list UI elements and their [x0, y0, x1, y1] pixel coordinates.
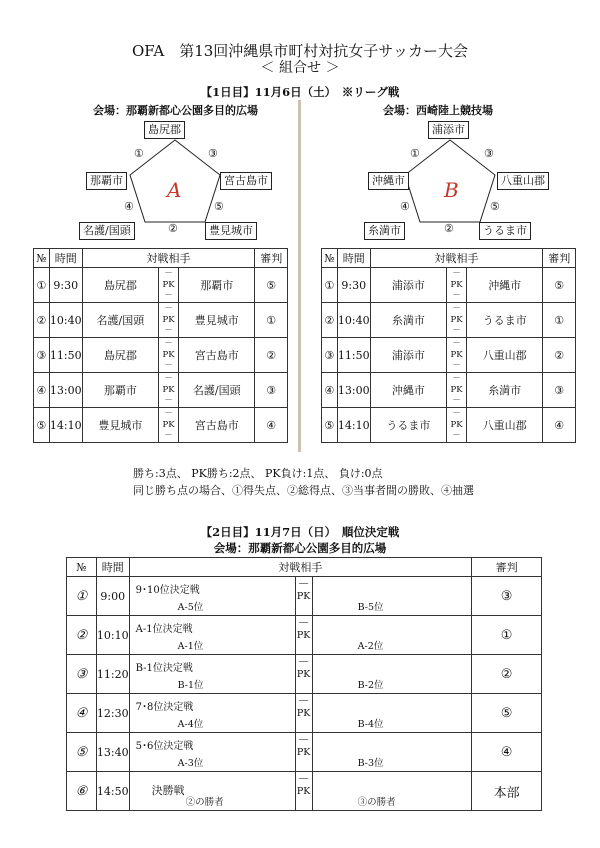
group-a-letter: A: [167, 178, 182, 202]
match-ref: ④: [255, 408, 288, 443]
group-b-team-right: 八重山郡: [497, 172, 549, 190]
match-label: 9･10位決定戦: [135, 585, 200, 596]
match-no: ③: [67, 655, 97, 694]
group-b-edge-num: ③: [484, 147, 494, 160]
match-time: 14:10: [49, 408, 82, 443]
pk-cell: － PK: [295, 655, 313, 693]
match-ref: ③: [543, 373, 576, 408]
group-b-edge-num: ⑤: [490, 200, 500, 213]
team-b: B-2位: [357, 680, 384, 691]
group-a-edge-num: ①: [134, 147, 144, 160]
col-header-ref: 審判: [255, 249, 288, 268]
match-no: ②: [67, 616, 97, 655]
group-b-edge-num: ②: [444, 222, 454, 235]
match-time: 13:00: [49, 373, 82, 408]
table-row: [67, 577, 542, 616]
match-time: 13:00: [337, 373, 370, 408]
tiebreak-rule: 同じ勝ち点の場合、①得失点、②総得点、③当事者間の勝敗、④抽選: [133, 484, 474, 497]
team-b: B-3位: [357, 758, 384, 769]
match-time: 12:30: [96, 694, 129, 733]
match-away: 八重山郡: [466, 408, 543, 443]
match-ref: ①: [472, 616, 542, 655]
match-no: ⑥: [67, 772, 97, 811]
page-subtitle: ＜ 組合せ ＞: [260, 60, 340, 76]
pk-cell: － PK －: [447, 268, 467, 303]
group-a-team-bottom-right: 豊見城市: [205, 222, 257, 240]
team-b: B-5位: [357, 602, 384, 613]
match-away: 宮古島市: [178, 408, 255, 443]
match-no: ①: [322, 268, 338, 303]
match-home: うるま市: [370, 408, 447, 443]
match-home: 浦添市: [370, 268, 447, 303]
match-no: ②: [322, 303, 338, 338]
match-no: ③: [322, 338, 338, 373]
table-row: [67, 733, 542, 772]
match-label: 5･6位決定戦: [135, 741, 194, 752]
match-time: 9:00: [96, 577, 129, 616]
group-a-edge-num: ⑤: [214, 200, 224, 213]
group-b-team-bottom-right: うるま市: [479, 222, 531, 240]
match-no: ④: [34, 373, 50, 408]
match-ref: ②: [255, 338, 288, 373]
table-row: [322, 268, 576, 303]
match-time: 14:50: [96, 772, 129, 811]
match-away: 八重山郡: [466, 338, 543, 373]
day2-schedule: [66, 557, 542, 811]
match-away: 那覇市: [178, 268, 255, 303]
pk-cell: － PK －: [447, 408, 467, 443]
match-time: 11:50: [337, 338, 370, 373]
pk-cell: － PK －: [447, 303, 467, 338]
pk-cell: － PK －: [159, 373, 179, 408]
pk-cell: － PK －: [159, 303, 179, 338]
col-header-no: №: [67, 558, 97, 577]
day1-header: 【1日目】11月6日（土） ※リーグ戦: [200, 85, 400, 99]
match-ref: ③: [255, 373, 288, 408]
match-label: 7･8位決定戦: [135, 702, 194, 713]
match-no: ⑤: [322, 408, 338, 443]
day2-venue: 会場：那覇新都心公園多目的広場: [213, 541, 387, 555]
group-a-schedule: [33, 248, 288, 443]
table-row: [34, 373, 288, 408]
match-time: 11:20: [96, 655, 129, 694]
pk-cell: － PK: [295, 694, 313, 732]
team-b: ③の勝者: [357, 797, 396, 808]
col-header-time: 時間: [337, 249, 370, 268]
match-teams: [129, 772, 472, 811]
pk-cell: － PK: [295, 616, 313, 654]
team-a: B-1位: [177, 680, 204, 691]
pk-cell: － PK －: [159, 268, 179, 303]
col-header-opponent: 対戦相手: [129, 558, 472, 577]
table-row: [34, 303, 288, 338]
group-b-team-left: 沖縄市: [368, 172, 409, 190]
pk-cell: － PK: [295, 577, 313, 615]
col-header-no: №: [34, 249, 50, 268]
group-a-venue: 会場：那覇新都心公園多目的広場: [93, 104, 258, 117]
match-ref: ①: [255, 303, 288, 338]
group-b-edge-num: ④: [400, 200, 410, 213]
pk-cell: － PK －: [159, 338, 179, 373]
match-home: 名護/国頭: [82, 303, 159, 338]
match-time: 9:30: [337, 268, 370, 303]
group-a-team-left: 那覇市: [86, 172, 127, 190]
col-header-opponent: 対戦相手: [370, 249, 543, 268]
match-away: 宮古島市: [178, 338, 255, 373]
match-teams: [129, 577, 472, 616]
match-ref: ④: [472, 733, 542, 772]
group-b-letter: B: [444, 178, 459, 202]
col-header-opponent: 対戦相手: [82, 249, 255, 268]
pk-cell: － PK: [295, 733, 313, 771]
col-header-ref: 審判: [543, 249, 576, 268]
match-teams: [129, 655, 472, 694]
match-no: ①: [67, 577, 97, 616]
match-home: 島尻郡: [82, 268, 159, 303]
match-no: ③: [34, 338, 50, 373]
table-row: [322, 408, 576, 443]
team-b: A-2位: [357, 641, 384, 652]
match-time: 11:50: [49, 338, 82, 373]
team-a: A-5位: [177, 602, 204, 613]
match-away: 沖縄市: [466, 268, 543, 303]
match-time: 10:40: [49, 303, 82, 338]
match-no: ⑤: [34, 408, 50, 443]
group-b-team-top: 浦添市: [428, 121, 469, 139]
group-b-venue: 会場：西崎陸上競技場: [383, 104, 493, 117]
match-teams: [129, 616, 472, 655]
table-row: [322, 338, 576, 373]
pk-cell: － PK: [295, 772, 313, 810]
match-away: うるま市: [466, 303, 543, 338]
match-away: 豊見城市: [178, 303, 255, 338]
team-a: A-4位: [177, 719, 204, 730]
points-rule: 勝ち:3点、 PK勝ち:2点、 PK負け:1点、 負け:0点: [133, 467, 383, 480]
match-home: 那覇市: [82, 373, 159, 408]
match-ref: ④: [543, 408, 576, 443]
match-teams: [129, 733, 472, 772]
pk-cell: － PK －: [447, 373, 467, 408]
col-header-time: 時間: [49, 249, 82, 268]
pk-cell: － PK －: [447, 338, 467, 373]
group-a-team-bottom-left: 名護/国頭: [79, 222, 135, 240]
col-header-time: 時間: [96, 558, 129, 577]
table-row: [34, 268, 288, 303]
match-ref: ②: [472, 655, 542, 694]
group-b-edge-num: ①: [410, 147, 420, 160]
table-row: [34, 408, 288, 443]
page-title: OFA 第13回沖縄県市町村対抗女子サッカー大会: [131, 42, 469, 60]
match-away: 糸満市: [466, 373, 543, 408]
team-a: A-1位: [177, 641, 204, 652]
table-row: [67, 655, 542, 694]
match-label: B-1位決定戦: [135, 663, 193, 674]
match-no: ⑤: [67, 733, 97, 772]
match-ref: ①: [543, 303, 576, 338]
match-time: 10:40: [337, 303, 370, 338]
match-ref: ⑤: [543, 268, 576, 303]
match-no: ①: [34, 268, 50, 303]
match-ref: ②: [543, 338, 576, 373]
table-row: [67, 616, 542, 655]
team-a: A-3位: [177, 758, 204, 769]
match-home: 糸満市: [370, 303, 447, 338]
match-ref: ⑤: [472, 694, 542, 733]
team-a: ②の勝者: [185, 797, 224, 808]
group-a-edge-num: ③: [208, 147, 218, 160]
group-a-team-top: 島尻郡: [144, 121, 185, 139]
table-row: [67, 694, 542, 733]
match-no: ④: [67, 694, 97, 733]
match-ref: 本部: [472, 772, 542, 811]
col-header-ref: 審判: [472, 558, 542, 577]
group-a-edge-num: ④: [124, 200, 134, 213]
match-home: 浦添市: [370, 338, 447, 373]
match-home: 豊見城市: [82, 408, 159, 443]
match-no: ②: [34, 303, 50, 338]
match-home: 沖縄市: [370, 373, 447, 408]
match-home: 島尻郡: [82, 338, 159, 373]
col-header-no: №: [322, 249, 338, 268]
group-b-team-bottom-left: 糸満市: [364, 222, 405, 240]
group-b-schedule: [321, 248, 576, 443]
match-ref: ⑤: [255, 268, 288, 303]
match-label: 決勝戦: [151, 784, 185, 797]
match-time: 14:10: [337, 408, 370, 443]
day2-header: 【2日目】11月7日（日） 順位決定戦: [200, 525, 400, 539]
team-b: B-4位: [357, 719, 384, 730]
group-a-team-right: 宮古島市: [220, 172, 272, 190]
group-a-edge-num: ②: [168, 222, 178, 235]
match-time: 9:30: [49, 268, 82, 303]
match-ref: ③: [472, 577, 542, 616]
match-time: 10:10: [96, 616, 129, 655]
match-label: A-1位決定戦: [135, 624, 193, 635]
table-row: [34, 338, 288, 373]
table-row: [322, 303, 576, 338]
match-no: ④: [322, 373, 338, 408]
table-row: [322, 373, 576, 408]
pk-cell: － PK －: [159, 408, 179, 443]
match-time: 13:40: [96, 733, 129, 772]
table-row: [67, 772, 542, 811]
match-away: 名護/国頭: [178, 373, 255, 408]
match-teams: [129, 694, 472, 733]
